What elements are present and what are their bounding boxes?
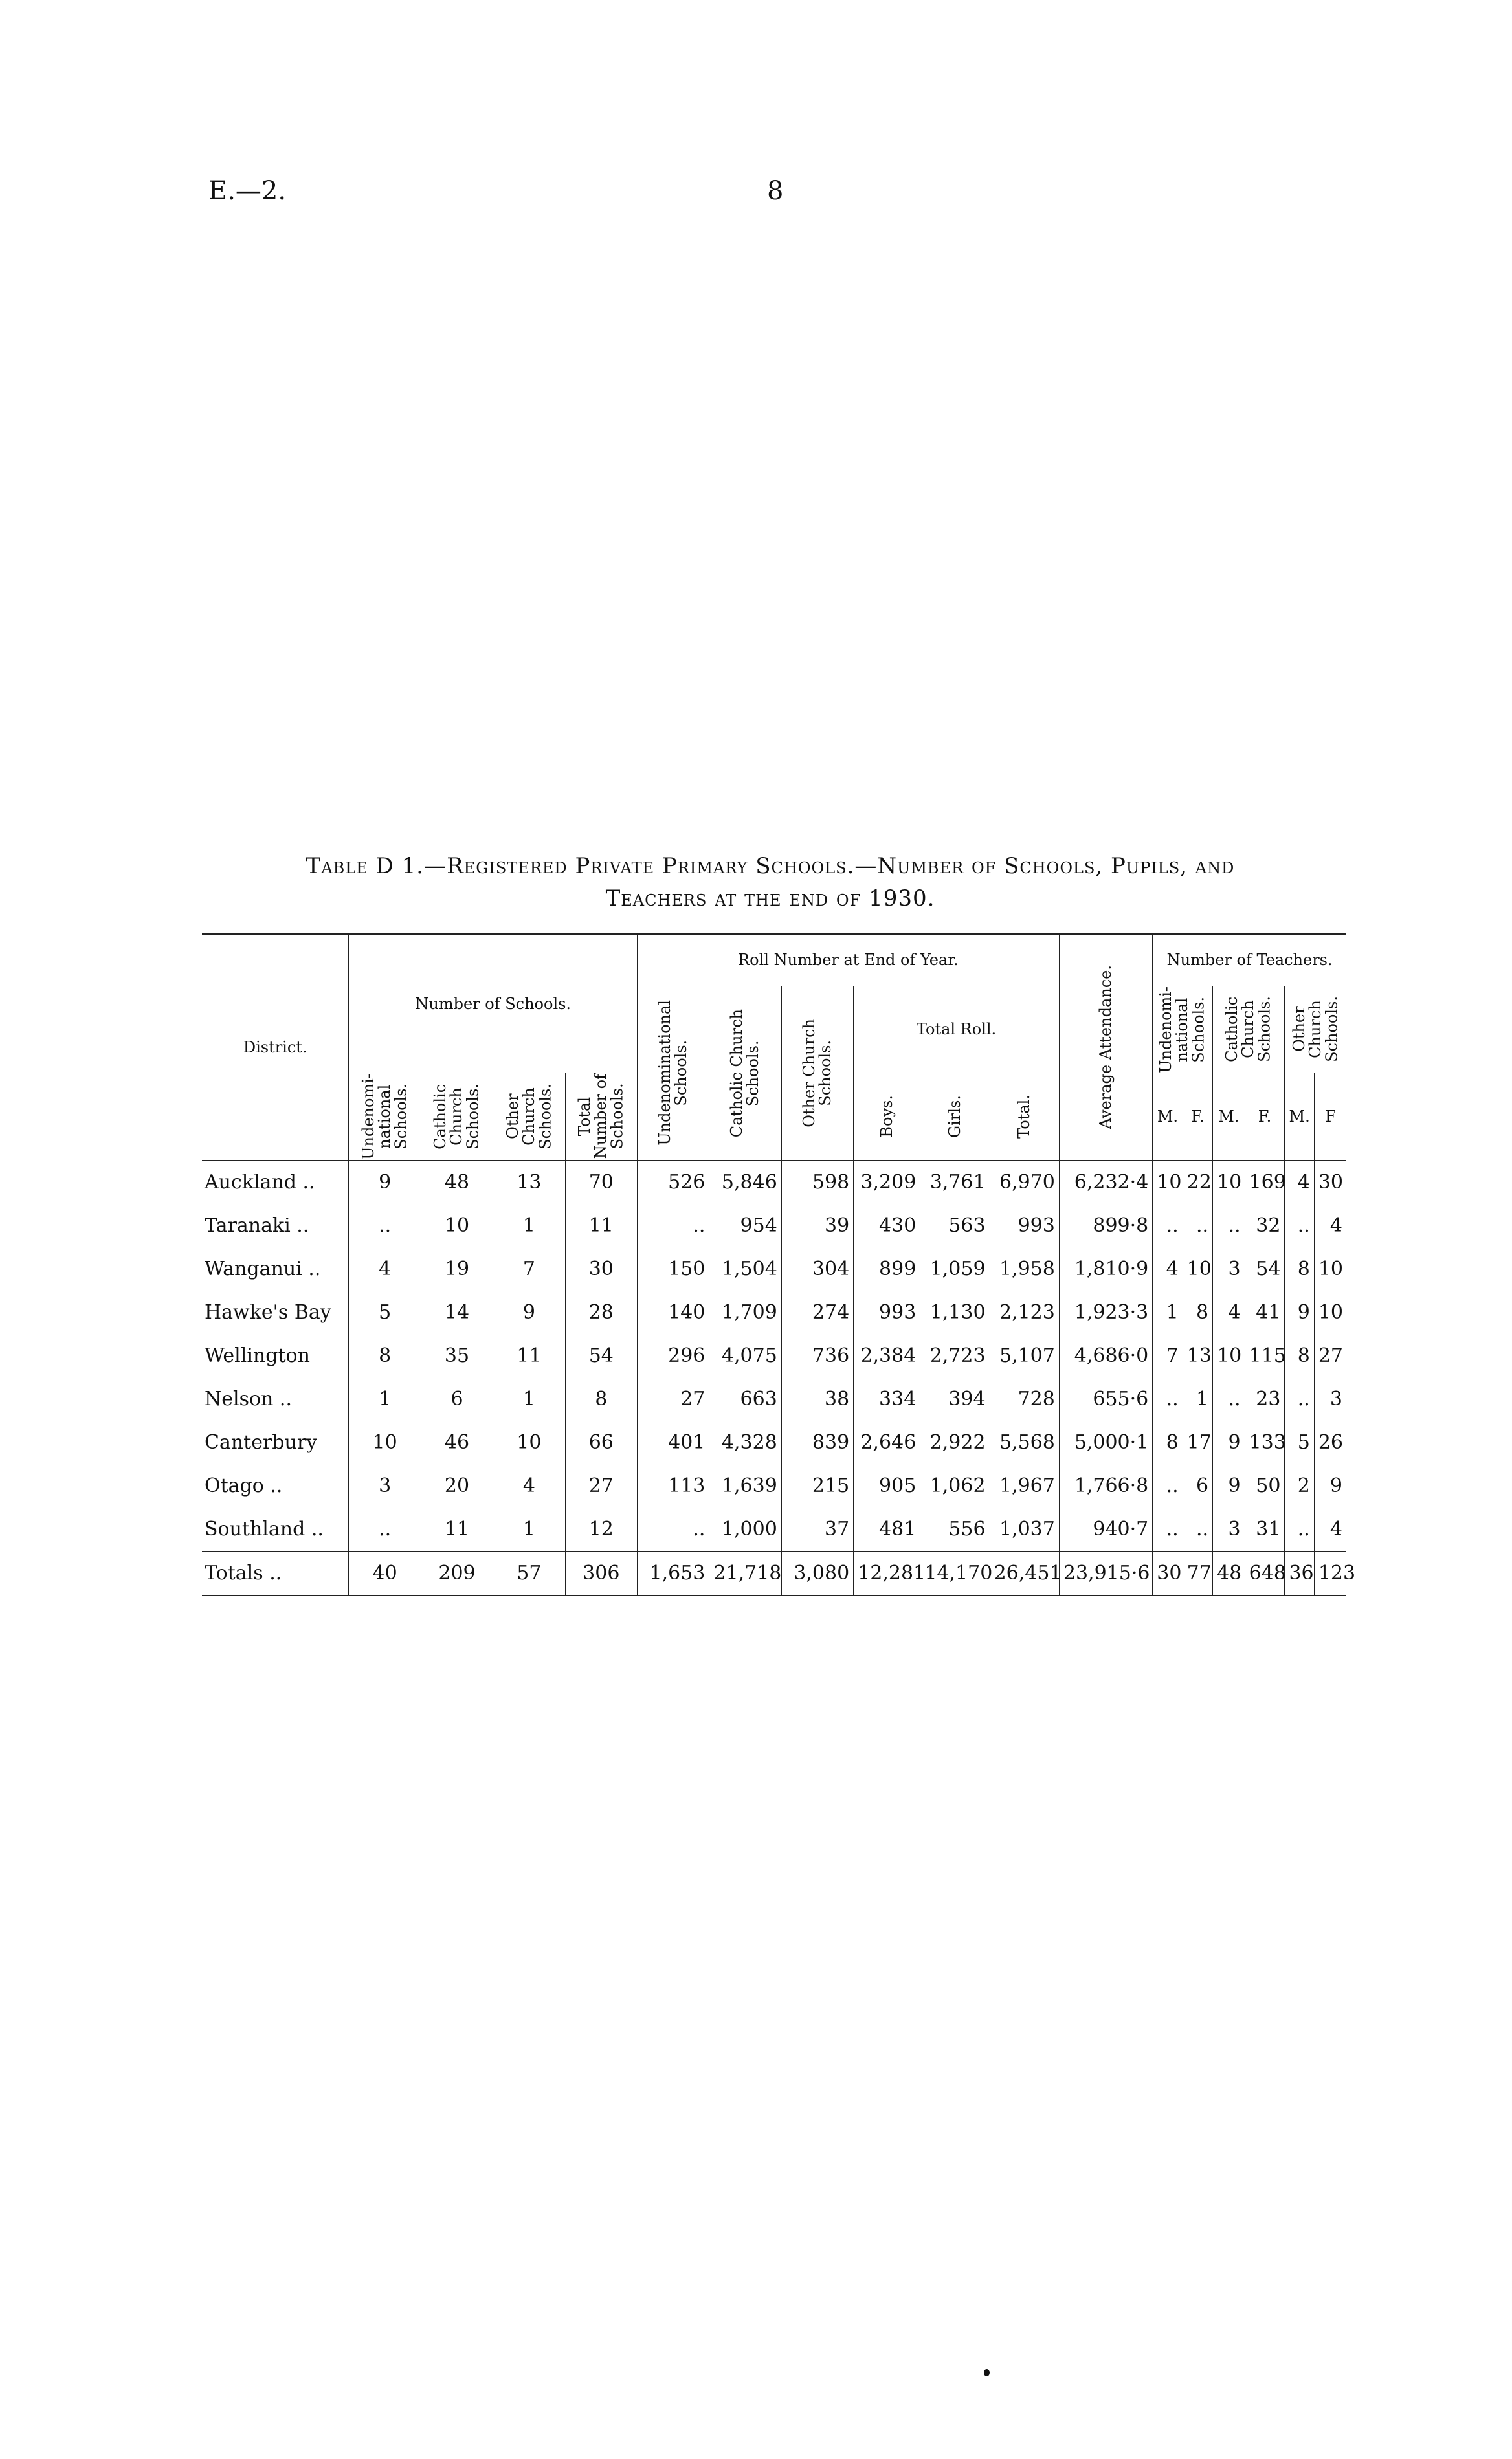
cell-s_t: 306 xyxy=(565,1551,637,1596)
cell-r_o: 304 xyxy=(781,1247,853,1291)
cell-om: .. xyxy=(1285,1204,1314,1247)
cell-avg: 4,686·0 xyxy=(1059,1334,1152,1377)
totals-row xyxy=(202,1551,1346,1596)
cell-s_c: 6 xyxy=(421,1377,493,1421)
cell-girls: 2,922 xyxy=(920,1421,990,1464)
teachers-m-header: M. xyxy=(1213,1073,1245,1161)
cell-of: 30 xyxy=(1314,1160,1346,1204)
roll-undenom-header: Undenominational Schools. xyxy=(656,1000,691,1146)
cell-s_c: 19 xyxy=(421,1247,493,1291)
cell-om: 2 xyxy=(1285,1464,1314,1508)
cell-girls: 394 xyxy=(920,1377,990,1421)
cell-s_o: 57 xyxy=(493,1551,565,1596)
cell-s_t: 54 xyxy=(565,1334,637,1377)
number-of-schools-header: Number of Schools. xyxy=(349,934,638,1073)
cell-of: 10 xyxy=(1314,1247,1346,1291)
cell-s_t: 8 xyxy=(565,1377,637,1421)
cell-total: 2,123 xyxy=(990,1291,1059,1334)
cell-avg: 940·7 xyxy=(1059,1508,1152,1552)
cell-cf: 32 xyxy=(1245,1204,1285,1247)
cell-girls: 14,170 xyxy=(920,1551,990,1596)
schools-table xyxy=(202,933,1356,1596)
cell-district: Wanganui .. xyxy=(205,1257,321,1280)
schools-undenom-header: Undenomi- national Schools. xyxy=(359,1073,410,1160)
cell-boys: 430 xyxy=(854,1204,920,1247)
cell-r_c: 4,075 xyxy=(709,1334,781,1377)
cell-cm: 3 xyxy=(1213,1247,1245,1291)
cell-r_c: 21,718 xyxy=(709,1551,781,1596)
cell-avg: 1,810·9 xyxy=(1059,1247,1152,1291)
cell-s_t: 70 xyxy=(565,1160,637,1204)
cell-total: 26,451 xyxy=(990,1551,1059,1596)
cell-r_o: 38 xyxy=(781,1377,853,1421)
teachers-catholic-header: Catholic Church Schools. xyxy=(1223,996,1274,1063)
cell-cm: 3 xyxy=(1213,1508,1245,1552)
cell-s_c: 209 xyxy=(421,1551,493,1596)
cell-uf: .. xyxy=(1183,1508,1212,1552)
cell-uf: 13 xyxy=(1183,1334,1212,1377)
cell-avg: 1,766·8 xyxy=(1059,1464,1152,1508)
cell-district: Canterbury xyxy=(205,1430,318,1454)
cell-boys: 12,281 xyxy=(854,1551,920,1596)
avg-attendance-header: Average Attendance. xyxy=(1096,965,1115,1129)
cell-s_t: 30 xyxy=(565,1247,637,1291)
cell-r_c: 4,328 xyxy=(709,1421,781,1464)
cell-s_u: 3 xyxy=(349,1464,421,1508)
cell-boys: 481 xyxy=(854,1508,920,1552)
cell-uf: 1 xyxy=(1183,1377,1212,1421)
cell-um: 1 xyxy=(1153,1291,1183,1334)
table-title-line-2: Teachers at the end of 1930. xyxy=(605,885,935,911)
number-of-teachers-header: Number of Teachers. xyxy=(1153,934,1346,986)
cell-um: .. xyxy=(1153,1464,1183,1508)
cell-girls: 556 xyxy=(920,1508,990,1552)
schools-total-header: Total Number of Schools. xyxy=(575,1074,627,1159)
cell-r_o: 39 xyxy=(781,1204,853,1247)
cell-district: Nelson .. xyxy=(205,1387,292,1410)
table-row xyxy=(202,1204,1346,1247)
cell-r_o: 598 xyxy=(781,1160,853,1204)
cell-cf: 648 xyxy=(1245,1551,1285,1596)
cell-boys: 3,209 xyxy=(854,1160,920,1204)
cell-total: 728 xyxy=(990,1377,1059,1421)
teachers-f-header: F. xyxy=(1183,1073,1212,1161)
cell-s_u: .. xyxy=(349,1508,421,1552)
cell-uf: 6 xyxy=(1183,1464,1212,1508)
cell-boys: 899 xyxy=(854,1247,920,1291)
teachers-f-header: F xyxy=(1314,1073,1346,1161)
cell-um: 10 xyxy=(1153,1160,1183,1204)
cell-r_c: 1,639 xyxy=(709,1464,781,1508)
cell-district: Hawke's Bay xyxy=(205,1300,331,1324)
table-row xyxy=(202,1377,1346,1421)
cell-total: 1,958 xyxy=(990,1247,1059,1291)
cell-district: Auckland .. xyxy=(205,1170,315,1194)
cell-r_u: 296 xyxy=(638,1334,709,1377)
cell-s_u: 8 xyxy=(349,1334,421,1377)
cell-avg: 899·8 xyxy=(1059,1204,1152,1247)
cell-s_c: 10 xyxy=(421,1204,493,1247)
cell-cf: 50 xyxy=(1245,1464,1285,1508)
cell-of: 123 xyxy=(1314,1551,1346,1596)
table-row xyxy=(202,1334,1346,1377)
table-title-line-1: Table D 1.—Registered Private Primary Schools.—Number of Schools, Pupils, and xyxy=(306,853,1235,879)
cell-girls: 1,130 xyxy=(920,1291,990,1334)
cell-s_u: .. xyxy=(349,1204,421,1247)
cell-boys: 2,646 xyxy=(854,1421,920,1464)
cell-boys: 905 xyxy=(854,1464,920,1508)
cell-r_u: 113 xyxy=(638,1464,709,1508)
cell-cf: 54 xyxy=(1245,1247,1285,1291)
cell-total: 1,037 xyxy=(990,1508,1059,1552)
cell-total: 6,970 xyxy=(990,1160,1059,1204)
cell-total: 5,107 xyxy=(990,1334,1059,1377)
table-row xyxy=(202,1291,1346,1334)
table-row xyxy=(202,1508,1346,1552)
cell-s_u: 5 xyxy=(349,1291,421,1334)
total-header: Total. xyxy=(1015,1095,1034,1139)
cell-boys: 334 xyxy=(854,1377,920,1421)
cell-om: 4 xyxy=(1285,1160,1314,1204)
cell-s_t: 66 xyxy=(565,1421,637,1464)
roll-number-header: Roll Number at End of Year. xyxy=(638,934,1060,986)
cell-r_c: 5,846 xyxy=(709,1160,781,1204)
table-row xyxy=(202,1421,1346,1464)
cell-s_c: 35 xyxy=(421,1334,493,1377)
roll-other-header: Other Church Schools. xyxy=(799,1018,834,1128)
cell-uf: 22 xyxy=(1183,1160,1212,1204)
cell-cm: 4 xyxy=(1213,1291,1245,1334)
cell-r_o: 839 xyxy=(781,1421,853,1464)
cell-avg: 6,232·4 xyxy=(1059,1160,1152,1204)
roll-catholic-header: Catholic Church Schools. xyxy=(728,1008,762,1137)
cell-s_o: 1 xyxy=(493,1204,565,1247)
cell-girls: 563 xyxy=(920,1204,990,1247)
cell-r_o: 274 xyxy=(781,1291,853,1334)
cell-cf: 133 xyxy=(1245,1421,1285,1464)
cell-s_u: 9 xyxy=(349,1160,421,1204)
cell-cf: 23 xyxy=(1245,1377,1285,1421)
cell-r_c: 1,000 xyxy=(709,1508,781,1552)
cell-om: 8 xyxy=(1285,1334,1314,1377)
schools-other-header: Other Church Schools. xyxy=(503,1084,554,1150)
cell-um: 8 xyxy=(1153,1421,1183,1464)
cell-s_t: 27 xyxy=(565,1464,637,1508)
cell-boys: 993 xyxy=(854,1291,920,1334)
cell-cf: 115 xyxy=(1245,1334,1285,1377)
page-number: 8 xyxy=(767,176,784,206)
cell-s_o: 1 xyxy=(493,1377,565,1421)
cell-cf: 169 xyxy=(1245,1160,1285,1204)
table-row xyxy=(202,1247,1346,1291)
cell-district: Southland .. xyxy=(205,1517,324,1541)
cell-r_c: 1,504 xyxy=(709,1247,781,1291)
cell-r_u: .. xyxy=(638,1204,709,1247)
ink-dot xyxy=(984,2369,990,2376)
cell-om: .. xyxy=(1285,1508,1314,1552)
cell-cm: 10 xyxy=(1213,1160,1245,1204)
cell-s_u: 1 xyxy=(349,1377,421,1421)
cell-avg: 1,923·3 xyxy=(1059,1291,1152,1334)
cell-s_u: 10 xyxy=(349,1421,421,1464)
cell-s_o: 1 xyxy=(493,1508,565,1552)
cell-cf: 31 xyxy=(1245,1508,1285,1552)
cell-um: 30 xyxy=(1153,1551,1183,1596)
cell-r_o: 736 xyxy=(781,1334,853,1377)
cell-um: .. xyxy=(1153,1377,1183,1421)
cell-s_c: 46 xyxy=(421,1421,493,1464)
cell-r_c: 954 xyxy=(709,1204,781,1247)
cell-s_t: 11 xyxy=(565,1204,637,1247)
cell-r_u: 1,653 xyxy=(638,1551,709,1596)
cell-um: 4 xyxy=(1153,1247,1183,1291)
cell-of: 3 xyxy=(1314,1377,1346,1421)
cell-girls: 1,062 xyxy=(920,1464,990,1508)
cell-of: 27 xyxy=(1314,1334,1346,1377)
cell-r_c: 663 xyxy=(709,1377,781,1421)
cell-district: Otago .. xyxy=(205,1474,283,1497)
cell-girls: 1,059 xyxy=(920,1247,990,1291)
cell-s_o: 11 xyxy=(493,1334,565,1377)
cell-r_u: 526 xyxy=(638,1160,709,1204)
cell-om: 8 xyxy=(1285,1247,1314,1291)
cell-r_u: 140 xyxy=(638,1291,709,1334)
cell-of: 4 xyxy=(1314,1508,1346,1552)
cell-s_o: 4 xyxy=(493,1464,565,1508)
cell-s_o: 10 xyxy=(493,1421,565,1464)
boys-header: Boys. xyxy=(877,1095,896,1138)
cell-s_c: 14 xyxy=(421,1291,493,1334)
cell-avg: 655·6 xyxy=(1059,1377,1152,1421)
teachers-undenom-header: Undenomi- national Schools. xyxy=(1157,986,1208,1073)
cell-r_c: 1,709 xyxy=(709,1291,781,1334)
cell-um: .. xyxy=(1153,1204,1183,1247)
cell-s_o: 13 xyxy=(493,1160,565,1204)
cell-r_o: 37 xyxy=(781,1508,853,1552)
cell-district: Totals .. xyxy=(202,1551,349,1596)
table-row xyxy=(202,1464,1346,1508)
cell-cm: .. xyxy=(1213,1204,1245,1247)
cell-r_u: 150 xyxy=(638,1247,709,1291)
cell-um: .. xyxy=(1153,1508,1183,1552)
cell-uf: 17 xyxy=(1183,1421,1212,1464)
teachers-m-header: M. xyxy=(1285,1073,1314,1161)
cell-of: 10 xyxy=(1314,1291,1346,1334)
cell-cm: 10 xyxy=(1213,1334,1245,1377)
cell-cf: 41 xyxy=(1245,1291,1285,1334)
cell-girls: 2,723 xyxy=(920,1334,990,1377)
cell-avg: 23,915·6 xyxy=(1059,1551,1152,1596)
cell-of: 4 xyxy=(1314,1204,1346,1247)
schools-catholic-header: Catholic Church Schools. xyxy=(431,1084,482,1150)
cell-s_o: 9 xyxy=(493,1291,565,1334)
girls-header: Girls. xyxy=(945,1095,964,1139)
cell-girls: 3,761 xyxy=(920,1160,990,1204)
district-header: District. xyxy=(202,934,349,1160)
cell-of: 9 xyxy=(1314,1464,1346,1508)
cell-om: 9 xyxy=(1285,1291,1314,1334)
cell-s_u: 4 xyxy=(349,1247,421,1291)
cell-r_u: 401 xyxy=(638,1421,709,1464)
cell-uf: 8 xyxy=(1183,1291,1212,1334)
cell-s_t: 12 xyxy=(565,1508,637,1552)
teachers-other-header: Other Church Schools. xyxy=(1289,996,1341,1063)
cell-cm: .. xyxy=(1213,1377,1245,1421)
cell-of: 26 xyxy=(1314,1421,1346,1464)
cell-s_u: 40 xyxy=(349,1551,421,1596)
cell-total: 5,568 xyxy=(990,1421,1059,1464)
cell-cm: 48 xyxy=(1213,1551,1245,1596)
total-roll-header: Total Roll. xyxy=(854,986,1060,1073)
cell-district: Wellington xyxy=(205,1344,310,1367)
table-row xyxy=(202,1160,1346,1204)
cell-cm: 9 xyxy=(1213,1421,1245,1464)
cell-s_o: 7 xyxy=(493,1247,565,1291)
cell-s_c: 20 xyxy=(421,1464,493,1508)
report-code: E.—2. xyxy=(208,176,287,206)
cell-om: .. xyxy=(1285,1377,1314,1421)
cell-r_o: 215 xyxy=(781,1464,853,1508)
cell-om: 36 xyxy=(1285,1551,1314,1596)
cell-s_t: 28 xyxy=(565,1291,637,1334)
cell-total: 1,967 xyxy=(990,1464,1059,1508)
cell-r_o: 3,080 xyxy=(781,1551,853,1596)
teachers-f-header: F. xyxy=(1245,1073,1285,1161)
cell-boys: 2,384 xyxy=(854,1334,920,1377)
cell-um: 7 xyxy=(1153,1334,1183,1377)
cell-cm: 9 xyxy=(1213,1464,1245,1508)
cell-om: 5 xyxy=(1285,1421,1314,1464)
cell-r_u: 27 xyxy=(638,1377,709,1421)
cell-avg: 5,000·1 xyxy=(1059,1421,1152,1464)
cell-s_c: 48 xyxy=(421,1160,493,1204)
cell-total: 993 xyxy=(990,1204,1059,1247)
cell-uf: 77 xyxy=(1183,1551,1212,1596)
cell-district: Taranaki .. xyxy=(205,1214,309,1237)
cell-s_c: 11 xyxy=(421,1508,493,1552)
cell-r_u: .. xyxy=(638,1508,709,1552)
cell-uf: 10 xyxy=(1183,1247,1212,1291)
cell-uf: .. xyxy=(1183,1204,1212,1247)
teachers-m-header: M. xyxy=(1153,1073,1183,1161)
